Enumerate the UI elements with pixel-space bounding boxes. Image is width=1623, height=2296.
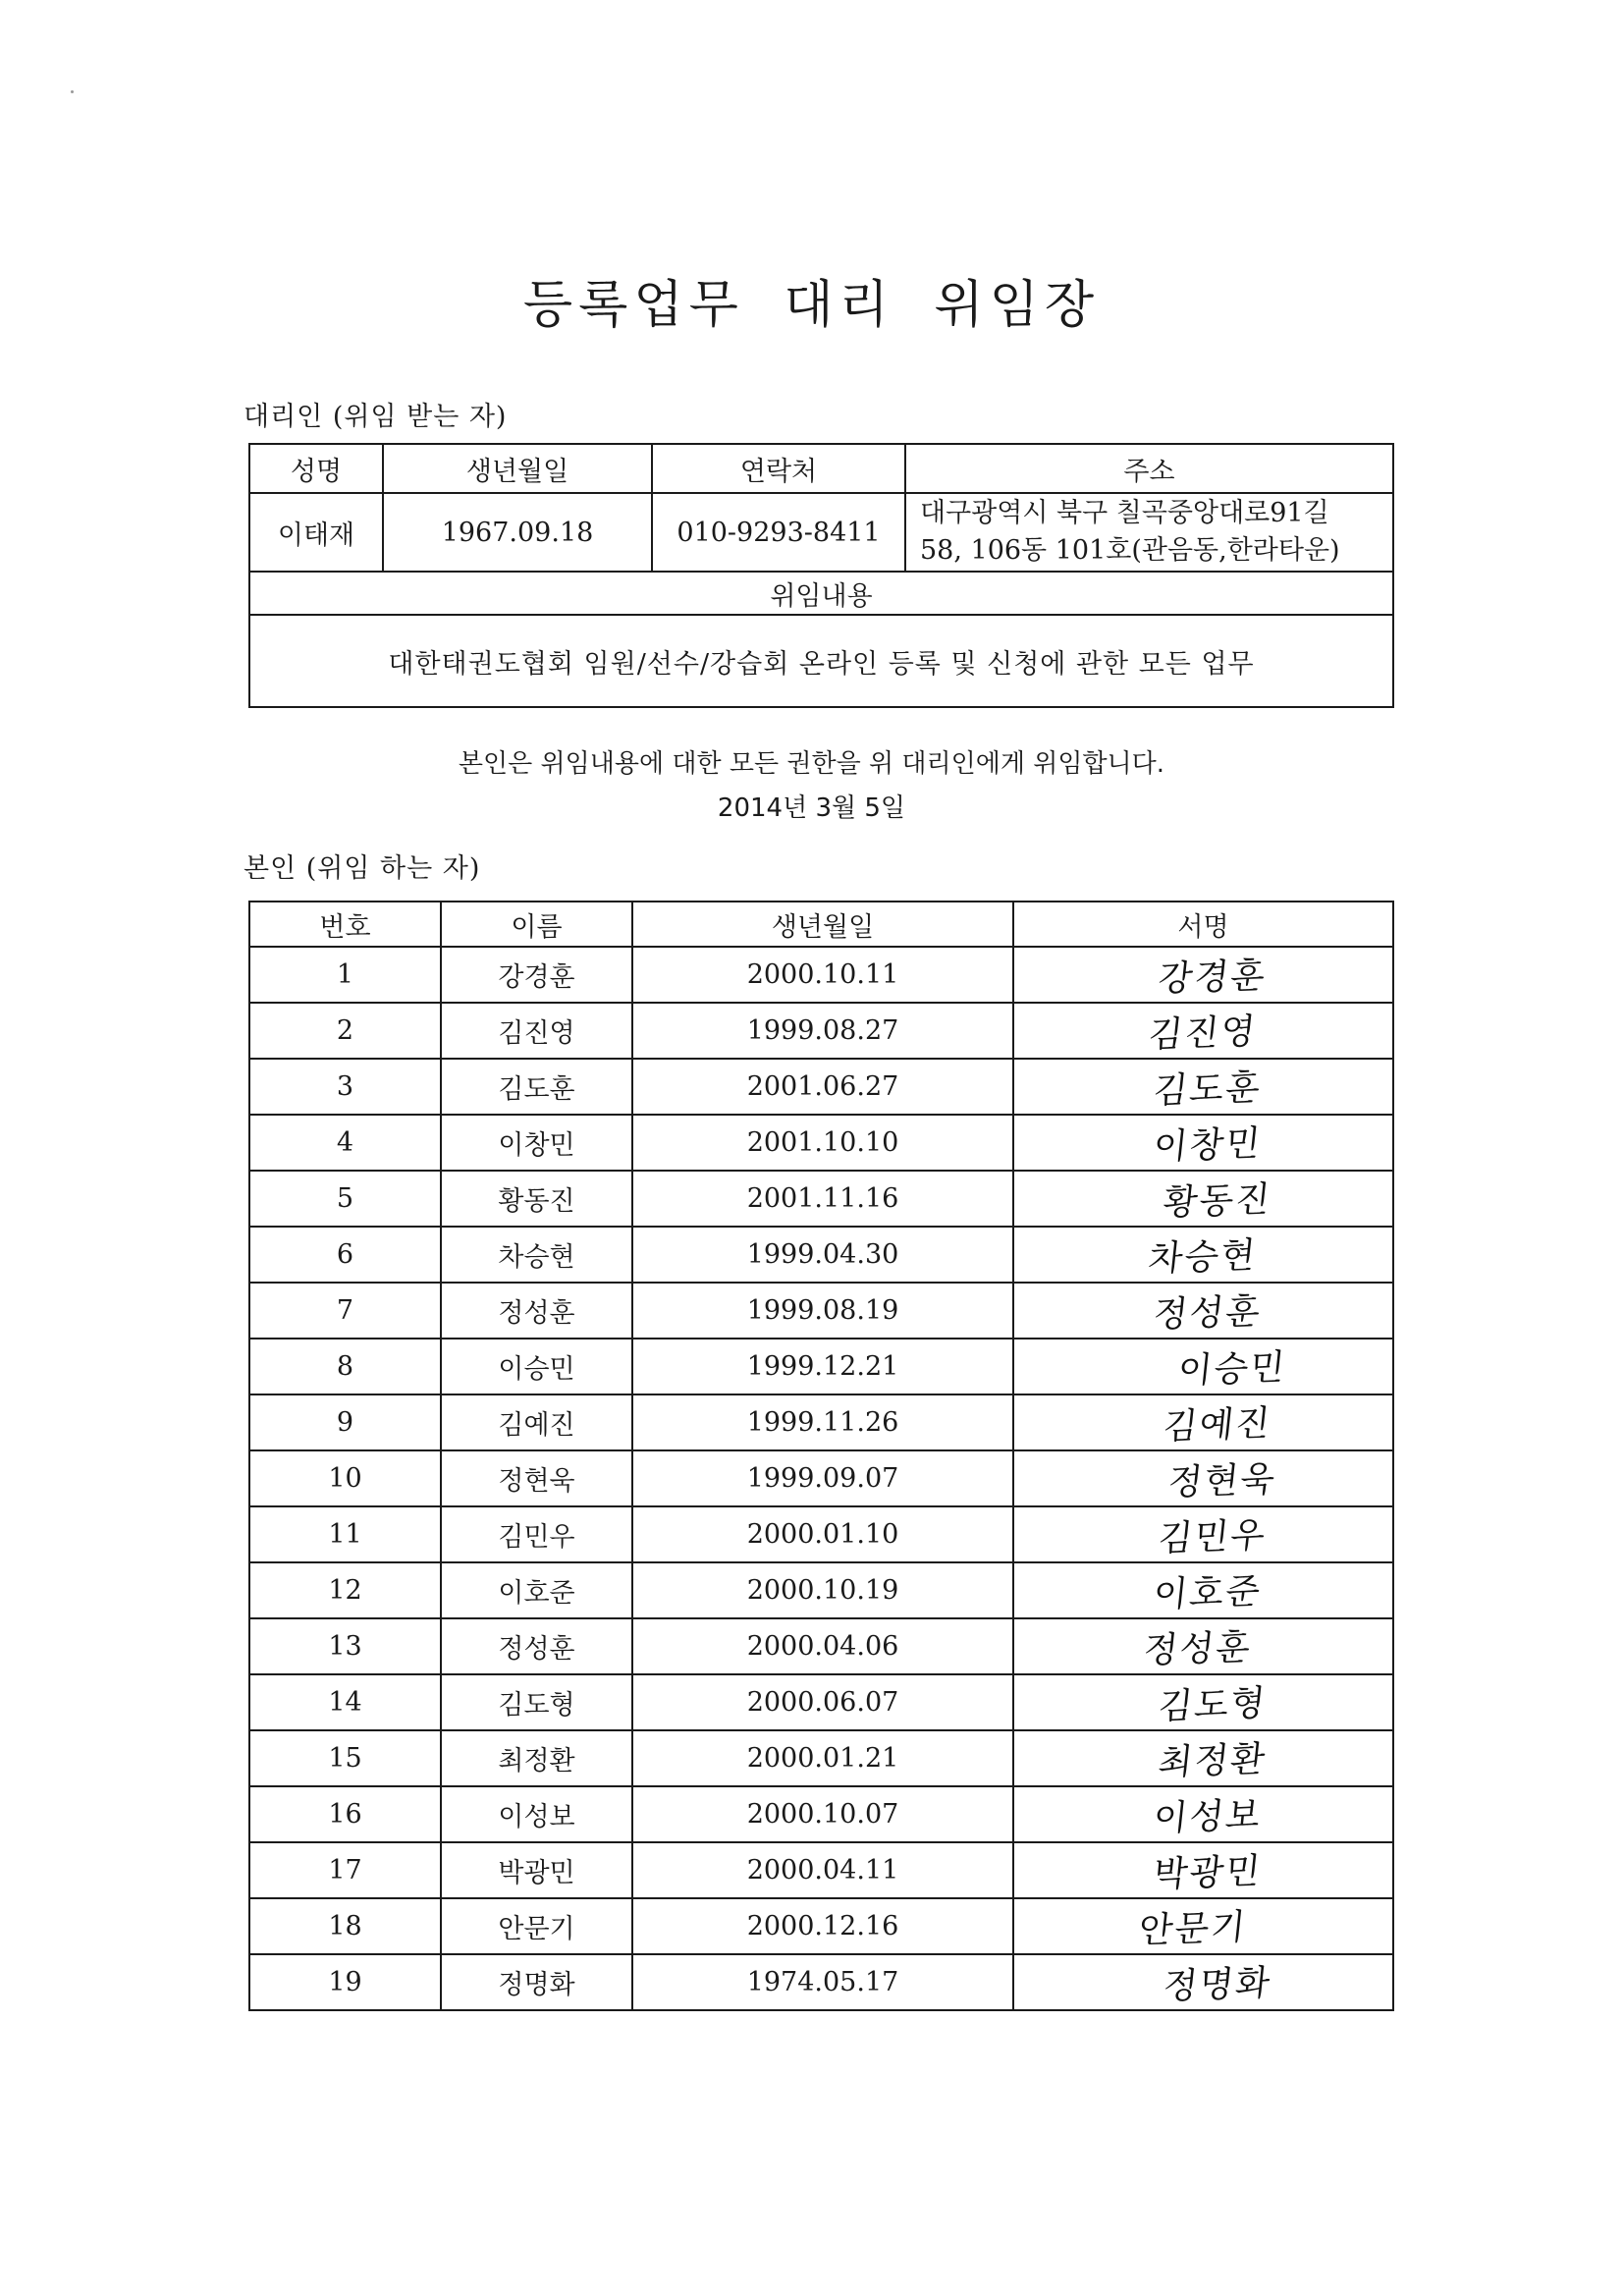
agent-address — [905, 493, 1393, 572]
handwritten-signature: 정성훈 — [1141, 1626, 1255, 1672]
handwritten-signature: 이호준 — [1151, 1570, 1265, 1616]
table-row — [249, 1954, 1393, 2010]
delegation-date: 2014년 3월 5일 — [717, 793, 906, 823]
handwritten-signature: 이성보 — [1151, 1794, 1265, 1840]
principal-header-birthdate: 생년월일 — [632, 902, 1013, 947]
handwritten-signature: 정성훈 — [1151, 1290, 1265, 1337]
agent-header-address: 주소 — [905, 444, 1393, 493]
handwritten-signature: 정명화 — [1161, 1962, 1274, 2008]
row-name: 정성훈 — [441, 1618, 632, 1674]
row-signature-cell — [1013, 1227, 1393, 1283]
table-row — [249, 1003, 1393, 1059]
handwritten-signature: 김도훈 — [1151, 1066, 1265, 1113]
row-number: 14 — [249, 1674, 441, 1730]
row-number: 19 — [249, 1954, 441, 2010]
handwritten-signature: 황동진 — [1161, 1178, 1274, 1225]
row-name: 차승현 — [441, 1227, 632, 1283]
row-name: 이호준 — [441, 1562, 632, 1618]
row-name: 정현욱 — [441, 1450, 632, 1506]
table-row — [249, 1394, 1393, 1450]
row-number: 7 — [249, 1283, 441, 1339]
principal-table-body — [249, 947, 1393, 2010]
handwritten-signature: 차승현 — [1146, 1234, 1260, 1281]
row-number: 10 — [249, 1450, 441, 1506]
row-birthdate: 1974.05.17 — [632, 1954, 1013, 2010]
row-birthdate: 2000.12.16 — [632, 1898, 1013, 1954]
agent-section-label: 대리인 (위임 받는 자) — [243, 402, 508, 432]
row-name: 정성훈 — [441, 1283, 632, 1339]
row-signature-cell — [1013, 1339, 1393, 1394]
handwritten-signature: 이승민 — [1175, 1346, 1289, 1393]
row-number: 2 — [249, 1003, 441, 1059]
principal-section-label: 본인 (위임 하는 자) — [243, 853, 481, 884]
row-signature-cell — [1013, 1115, 1393, 1171]
row-signature-cell — [1013, 1954, 1393, 2010]
handwritten-signature: 정현욱 — [1165, 1458, 1279, 1504]
agent-birthdate: 1967.09.18 — [383, 493, 652, 572]
scan-speck — [71, 90, 74, 93]
handwritten-signature: 박광민 — [1151, 1850, 1265, 1896]
table-row — [249, 1171, 1393, 1227]
table-row — [249, 1898, 1393, 1954]
table-row — [249, 1227, 1393, 1283]
row-number: 8 — [249, 1339, 441, 1394]
agent-table-header-row — [249, 444, 1393, 493]
principal-header-signature: 서명 — [1013, 902, 1393, 947]
delegation-statement: 본인은 위임내용에 대한 모든 권한을 위 대리인에게 위임합니다. — [458, 749, 1165, 779]
row-number: 11 — [249, 1506, 441, 1562]
row-birthdate: 1999.04.30 — [632, 1227, 1013, 1283]
row-number: 9 — [249, 1394, 441, 1450]
row-number: 12 — [249, 1562, 441, 1618]
row-birthdate: 1999.08.19 — [632, 1283, 1013, 1339]
row-number: 4 — [249, 1115, 441, 1171]
handwritten-signature: 강경훈 — [1156, 955, 1270, 1001]
row-signature-cell — [1013, 1171, 1393, 1227]
handwritten-signature: 김예진 — [1161, 1402, 1274, 1449]
row-signature-cell — [1013, 1786, 1393, 1842]
row-signature-cell — [1013, 1562, 1393, 1618]
handwritten-signature: 김도형 — [1156, 1682, 1270, 1728]
row-number: 3 — [249, 1059, 441, 1115]
row-birthdate: 2001.06.27 — [632, 1059, 1013, 1115]
table-row — [249, 1730, 1393, 1786]
table-row — [249, 1339, 1393, 1394]
table-row — [249, 947, 1393, 1003]
row-signature-cell — [1013, 1730, 1393, 1786]
handwritten-signature: 안문기 — [1136, 1906, 1250, 1952]
row-number: 16 — [249, 1786, 441, 1842]
agent-data-row — [249, 493, 1393, 572]
row-signature-cell — [1013, 947, 1393, 1003]
row-signature-cell — [1013, 1842, 1393, 1898]
row-number: 17 — [249, 1842, 441, 1898]
row-birthdate: 1999.09.07 — [632, 1450, 1013, 1506]
row-birthdate: 2000.01.21 — [632, 1730, 1013, 1786]
row-birthdate: 2000.10.07 — [632, 1786, 1013, 1842]
agent-address-line2: 58, 106동 101호(관음동,한라타운) — [920, 535, 1340, 566]
principal-table-header-row — [249, 902, 1393, 947]
table-row — [249, 1842, 1393, 1898]
delegation-content-header: 위임내용 — [249, 572, 1393, 615]
row-name: 이승민 — [441, 1339, 632, 1394]
row-name: 김민우 — [441, 1506, 632, 1562]
row-birthdate: 2000.04.06 — [632, 1618, 1013, 1674]
row-number: 5 — [249, 1171, 441, 1227]
agent-content-header-row — [249, 572, 1393, 615]
principal-header-name: 이름 — [441, 902, 632, 947]
agent-content-row — [249, 615, 1393, 707]
agent-address-line1: 대구광역시 북구 칠곡중앙대로91길 — [920, 498, 1329, 528]
table-row — [249, 1059, 1393, 1115]
agent-header-birthdate: 생년월일 — [383, 444, 652, 493]
table-row — [249, 1562, 1393, 1618]
row-name: 이성보 — [441, 1786, 632, 1842]
row-birthdate: 1999.08.27 — [632, 1003, 1013, 1059]
row-name: 이창민 — [441, 1115, 632, 1171]
row-name: 최정환 — [441, 1730, 632, 1786]
handwritten-signature: 김민우 — [1156, 1514, 1270, 1560]
row-name: 정명화 — [441, 1954, 632, 2010]
table-row — [249, 1674, 1393, 1730]
row-birthdate: 2000.01.10 — [632, 1506, 1013, 1562]
row-signature-cell — [1013, 1283, 1393, 1339]
row-name: 박광민 — [441, 1842, 632, 1898]
row-signature-cell — [1013, 1394, 1393, 1450]
table-row — [249, 1115, 1393, 1171]
row-signature-cell — [1013, 1003, 1393, 1059]
row-name: 김도형 — [441, 1674, 632, 1730]
row-signature-cell — [1013, 1506, 1393, 1562]
handwritten-signature: 최정환 — [1156, 1738, 1270, 1784]
principal-header-number: 번호 — [249, 902, 441, 947]
row-number: 15 — [249, 1730, 441, 1786]
row-signature-cell — [1013, 1450, 1393, 1506]
row-name: 안문기 — [441, 1898, 632, 1954]
row-name: 황동진 — [441, 1171, 632, 1227]
row-name: 강경훈 — [441, 947, 632, 1003]
row-number: 6 — [249, 1227, 441, 1283]
row-birthdate: 2000.10.19 — [632, 1562, 1013, 1618]
agent-phone: 010-9293-8411 — [652, 493, 905, 572]
handwritten-signature: 김진영 — [1146, 1011, 1260, 1057]
table-row — [249, 1506, 1393, 1562]
row-name: 김예진 — [441, 1394, 632, 1450]
table-row — [249, 1786, 1393, 1842]
agent-header-phone: 연락처 — [652, 444, 905, 493]
row-birthdate: 2000.06.07 — [632, 1674, 1013, 1730]
table-row — [249, 1450, 1393, 1506]
handwritten-signature: 이창민 — [1151, 1122, 1265, 1169]
agent-table — [248, 443, 1394, 708]
table-row — [249, 1618, 1393, 1674]
row-name: 김진영 — [441, 1003, 632, 1059]
row-birthdate: 1999.12.21 — [632, 1339, 1013, 1394]
row-signature-cell — [1013, 1674, 1393, 1730]
delegation-content: 대한태권도협회 임원/선수/강습회 온라인 등록 및 신청에 관한 모든 업무 — [249, 615, 1393, 707]
row-birthdate: 2001.10.10 — [632, 1115, 1013, 1171]
row-number: 18 — [249, 1898, 441, 1954]
row-birthdate: 2001.11.16 — [632, 1171, 1013, 1227]
row-number: 13 — [249, 1618, 441, 1674]
row-signature-cell — [1013, 1618, 1393, 1674]
row-birthdate: 2000.10.11 — [632, 947, 1013, 1003]
row-signature-cell — [1013, 1059, 1393, 1115]
row-number: 1 — [249, 947, 441, 1003]
agent-name: 이태재 — [249, 493, 383, 572]
row-birthdate: 1999.11.26 — [632, 1394, 1013, 1450]
row-birthdate: 2000.04.11 — [632, 1842, 1013, 1898]
agent-header-name: 성명 — [249, 444, 383, 493]
table-row — [249, 1283, 1393, 1339]
principal-table — [248, 901, 1394, 2011]
row-name: 김도훈 — [441, 1059, 632, 1115]
document-title: 등록업무 대리 위임장 — [522, 276, 1101, 335]
row-signature-cell — [1013, 1898, 1393, 1954]
